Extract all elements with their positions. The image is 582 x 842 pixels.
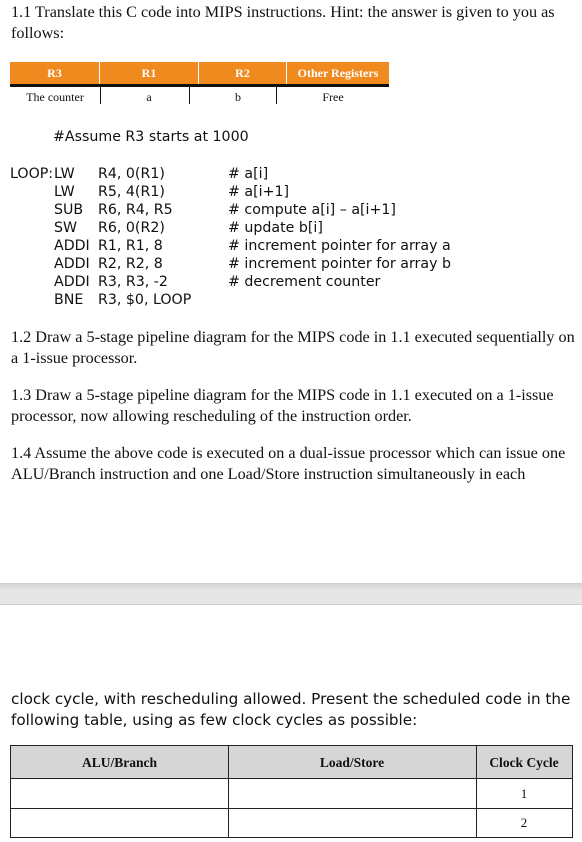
code-operands: R6, R4, R5	[98, 202, 173, 218]
cell-load-store-row1[interactable]	[229, 780, 476, 808]
code-operands-column	[98, 165, 218, 309]
code-comment: # update b[i]	[228, 220, 323, 236]
question-1-3-text: 1.3 Draw a 5-stage pipeline diagram for the MIPS code in 1.1 executed on a 1-issue processor, now allowing rescheduling of the instruction order.	[11, 386, 554, 425]
code-opcode: LW	[54, 166, 75, 182]
question-1-4-continued-text: clock cycle, with rescheduling allowed. Present the scheduled code in the following table, using as few clock cycles as possible:	[11, 690, 571, 729]
reg-header-other: Other Registers	[287, 62, 389, 84]
code-comment: # increment pointer for array a	[228, 238, 451, 254]
code-label	[10, 291, 58, 309]
code-operands: R4, 0(R1)	[98, 166, 165, 182]
code-assume-comment: #Assume R3 starts at 1000	[53, 129, 249, 145]
reg-value-other: Free	[322, 90, 344, 104]
schedule-table	[10, 745, 573, 838]
code-operands: R3, $0, LOOP	[98, 292, 192, 308]
cell-clock-cycle-row2: 2	[520, 815, 528, 830]
code-opcode: SUB	[54, 202, 84, 218]
reg-header-r2: R2	[199, 62, 286, 84]
cell-alu-branch-row1[interactable]	[11, 780, 228, 808]
reg-value-r3: The counter	[26, 90, 84, 104]
reg-value-r2: b	[235, 90, 241, 104]
code-comment: # a[i]	[228, 166, 269, 182]
code-opcode: SW	[54, 220, 78, 236]
code-opcode: ADDI	[54, 256, 90, 272]
code-comment	[228, 291, 528, 309]
code-comments-column	[228, 165, 528, 309]
code-opcode: BNE	[54, 292, 84, 308]
reg-value-r1: a	[146, 90, 152, 104]
code-operands: R2, R2, 8	[98, 256, 163, 272]
code-label	[10, 273, 58, 291]
code-comment: # decrement counter	[228, 274, 381, 290]
code-operands: R6, 0(R2)	[98, 220, 165, 236]
reg-header-r3: R3	[10, 62, 99, 84]
code-label	[10, 183, 58, 201]
code-opcode: LW	[54, 184, 75, 200]
code-label	[10, 201, 58, 219]
cell-load-store-row2[interactable]	[229, 809, 476, 837]
question-1-4-text: 1.4 Assume the above code is executed on a dual-issue processor which can issue one ALU/Branch instruction and one Load/Store instruction simultaneously in each	[11, 444, 566, 483]
page-break	[0, 583, 582, 605]
header-alu-branch: ALU/Branch	[81, 755, 157, 770]
code-label	[10, 237, 58, 255]
code-operands: R1, R1, 8	[98, 238, 163, 254]
code-operands: R3, R3, -2	[98, 274, 168, 290]
code-opcode: ADDI	[54, 238, 90, 254]
code-opcodes-column	[54, 165, 104, 309]
code-comment: # increment pointer for array b	[228, 256, 451, 272]
code-opcode: ADDI	[54, 274, 90, 290]
cell-clock-cycle-row1: 1	[520, 786, 528, 801]
register-table	[10, 62, 389, 110]
code-comment: # compute a[i] – a[i+1]	[228, 202, 396, 218]
question-1-1-text: 1.1 Translate this C code into MIPS instructions. Hint: the answer is given to you as follows:	[11, 3, 555, 42]
code-label	[10, 255, 58, 273]
reg-header-r1: R1	[100, 62, 198, 84]
code-label	[10, 219, 58, 237]
code-comment: # a[i+1]	[228, 184, 290, 200]
header-load-store: Load/Store	[319, 755, 385, 770]
code-labels-column	[10, 165, 58, 309]
question-1-2-text: 1.2 Draw a 5-stage pipeline diagram for the MIPS code in 1.1 executed sequentially on a 1-issue processor.	[11, 328, 575, 367]
code-label: LOOP:	[10, 166, 54, 182]
cell-alu-branch-row2[interactable]	[11, 809, 228, 837]
code-operands: R5, 4(R1)	[98, 184, 165, 200]
header-clock-cycle: Clock Cycle	[489, 755, 559, 770]
